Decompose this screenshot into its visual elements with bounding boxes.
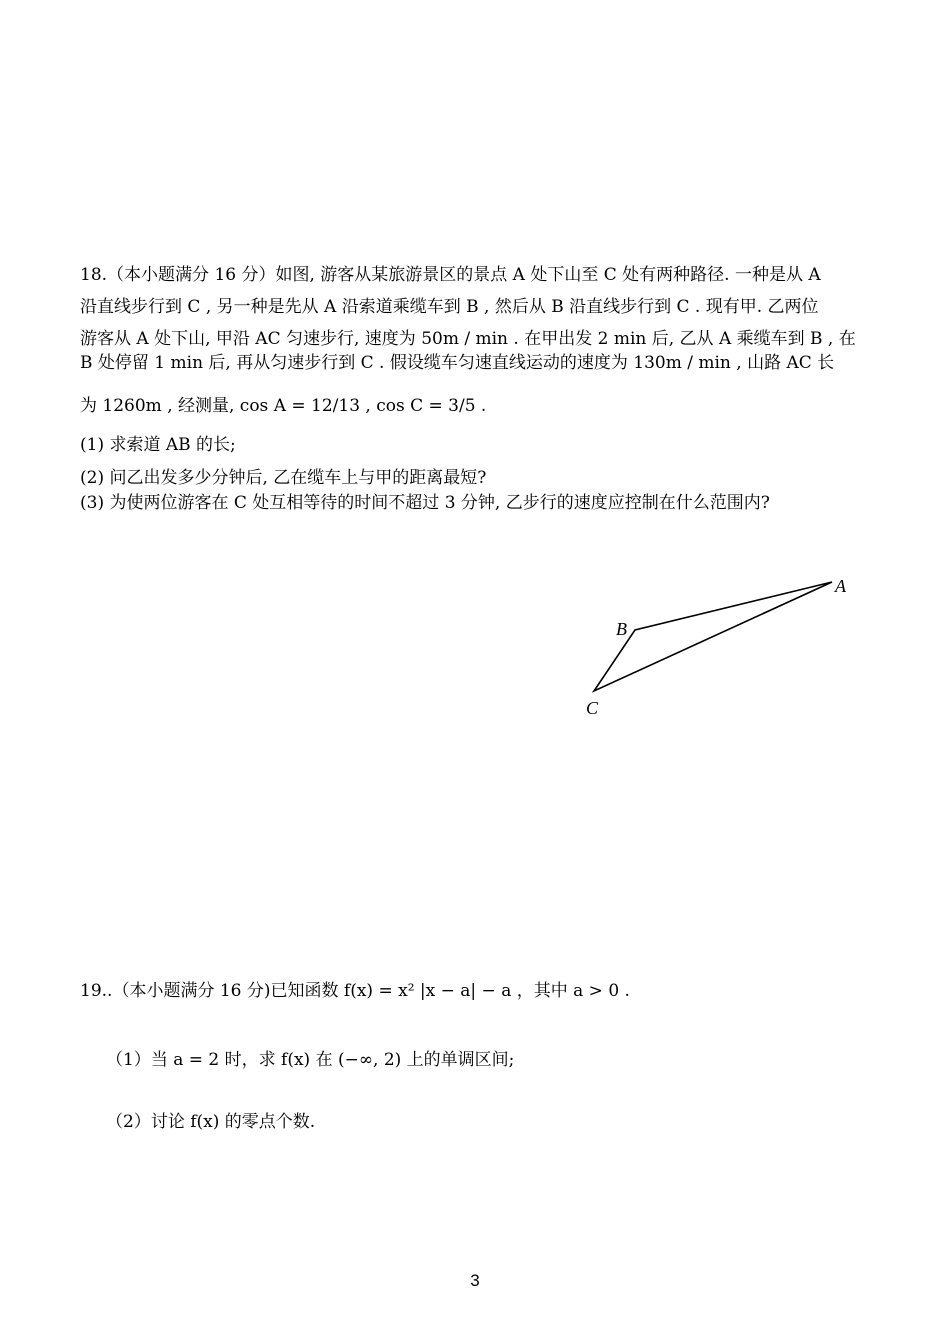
triangle-figure: [570, 570, 870, 730]
q18-line-4: B 处停留 1 min 后, 再从匀速步行到 C . 假设缆车匀速直线运动的速度为 130m / min , 山路 AC 长: [80, 353, 835, 373]
vertex-label-b: B: [616, 619, 627, 639]
q19-stem: 19..（本小题满分 16 分)已知函数 f(x) = x² |x − a| − a ，其中 a > 0 .: [80, 981, 630, 1001]
q18-subquestion-2: (2) 问乙出发多少分钟后, 乙在缆车上与甲的距离最短?: [80, 468, 487, 488]
q19-subquestion-2: （2）讨论 f(x) 的零点个数.: [106, 1112, 316, 1132]
triangle-diagram: [570, 570, 870, 730]
vertex-label-c: C: [586, 698, 599, 718]
vertex-label-a: A: [835, 576, 846, 596]
q19-subquestion-1: （1）当 a = 2 时，求 f(x) 在 (−∞, 2) 上的单调区间;: [106, 1050, 515, 1070]
page-number: 3: [470, 1271, 480, 1290]
q18-subquestion-3: (3) 为使两位游客在 C 处互相等待的时间不超过 3 分钟, 乙步行的速度应控制在什么范围内?: [80, 493, 770, 513]
triangle-abc: [594, 582, 832, 691]
q18-line-3: 游客从 A 处下山, 甲沿 AC 匀速步行, 速度为 50m / min . 在甲出发 2 min 后, 乙从 A 乘缆车到 B , 在: [80, 329, 856, 349]
q18-line-2: 沿直线步行到 C , 另一种是先从 A 沿索道乘缆车到 B , 然后从 B 沿直线步行到 C . 现有甲. 乙两位: [80, 297, 819, 317]
q18-line-5: 为 1260m , 经测量, cos A = 12/13 , cos C = 3/5 .: [80, 396, 487, 416]
q18-line-1: 18.（本小题满分 16 分）如图, 游客从某旅游景区的景点 A 处下山至 C 处有两种路径. 一种是从 A: [80, 265, 821, 285]
q18-subquestion-1: (1) 求索道 AB 的长;: [80, 435, 236, 455]
